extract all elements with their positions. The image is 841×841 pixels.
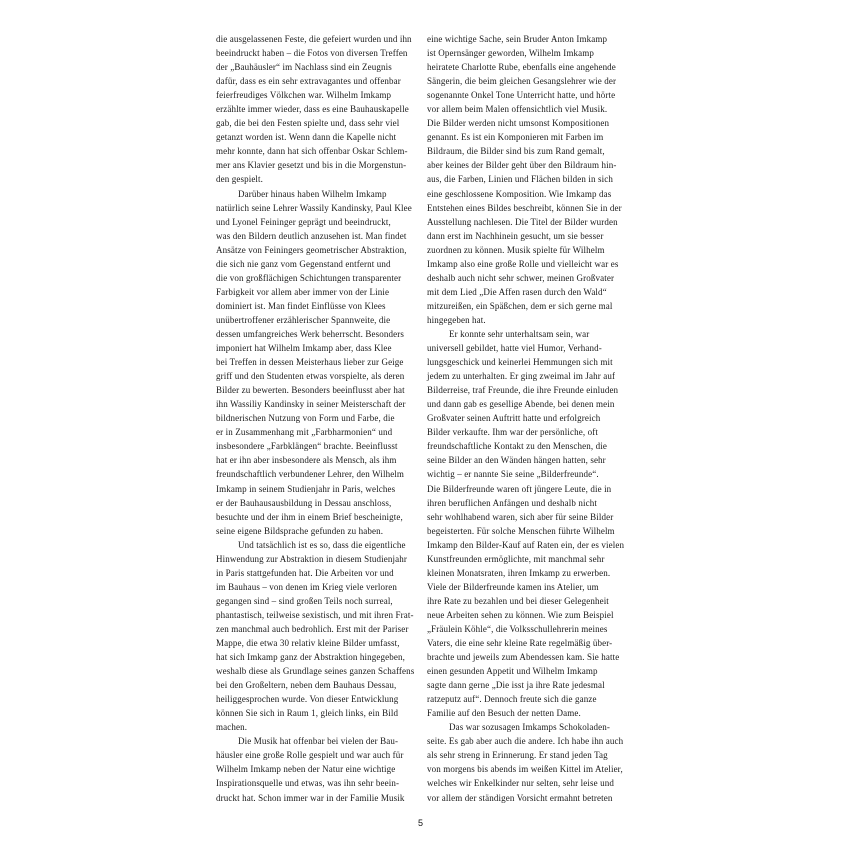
page-number: 5 <box>417 818 423 828</box>
text-line: jedem zu unterhalten. Er ging zweimal im Jahr auf <box>427 371 616 382</box>
text-line: freundschaftlich verbundener Lehrer, den Wilhelm <box>216 469 405 480</box>
text-line: natürlich seine Lehrer Wassily Kandinsky, Paul Klee <box>216 202 412 213</box>
text-line: eine wichtige Sache, sein Bruder Anton Imkamp <box>427 34 608 44</box>
text-line: druckt hat. Schon immer war in der Familie Musik <box>216 792 405 803</box>
text-line: besuchte und der ihm in einem Brief bescheinigte, <box>216 511 403 522</box>
text-column-right <box>427 32 625 805</box>
text-line: Die Bilderfreunde waren oft jüngere Leute, die in <box>427 483 612 494</box>
text-line: hat er ihn aber insbesondere als Mensch, als ihm <box>216 455 397 466</box>
text-line: seite. Es gab aber auch die andere. Ich habe ihn auch <box>427 736 624 747</box>
text-line: heiliggesprochen wurde. Von dieser Entwicklung <box>216 694 399 705</box>
text-column-left <box>216 32 414 805</box>
text-line: Familie auf den Besuch der netten Dame. <box>427 708 581 719</box>
text-line: bei den Großeltern, neben dem Bauhaus Dessau, <box>216 680 397 691</box>
text-line: Wilhelm Imkamp neben der Natur eine wichtige <box>216 764 396 775</box>
text-line: griff und den Studenten etwas vorspielte, als deren <box>216 371 405 382</box>
text-line: mer ans Klavier gesetzt und bis in die Morgenstun- <box>216 160 407 171</box>
text-line: seine eigene Bildsprache gefunden zu haben. <box>216 525 384 536</box>
text-line: Er konnte sehr unterhaltsam sein, war <box>449 328 590 339</box>
text-line: und dann gab es gesellige Abende, bei denen mein <box>427 399 615 410</box>
text-line: Farbigkeit vor allem aber immer von der Linie <box>216 286 390 297</box>
text-line: Bilder verkaufte. Ihm war der persönliche, oft <box>427 427 598 438</box>
text-line: Mappe, die etwa 30 relativ kleine Bilder umfasst, <box>216 638 400 649</box>
text-line: wichtig – er nannte Sie seine „Bilderfreunde“. <box>427 469 599 480</box>
text-line: Und tatsächlich ist es so, dass die eigentliche <box>238 539 406 550</box>
text-line: Die Bilder werden nicht umsonst Kompositionen <box>427 118 610 129</box>
text-line: Bilderreise, traf Freunde, die ihre Freunde einluden <box>427 385 619 396</box>
text-line: mehr konnte, dann hat sich offenbar Oskar Schlem- <box>216 146 408 157</box>
text-line: Hinwendung zur Abstraktion in diesem Studienjahr <box>216 553 407 564</box>
text-line: Ausstellung nachlesen. Die Titel der Bilder wurden <box>427 216 618 227</box>
text-line: Bilder zu bewerten. Besonders beeinflusst aber hat <box>216 385 405 396</box>
text-line: er der Bauhausausbildung in Dessau anschloss, <box>216 497 392 508</box>
text-line: Viele der Bilderfreunde kamen ins Atelier, um <box>427 581 599 592</box>
text-line: lungsgeschick und keinerlei Hemmungen sich mit <box>427 357 613 368</box>
text-line: gab, die bei den Festen spielte und, dass sehr viel <box>216 118 400 129</box>
text-line: beeindruckt haben – die Fotos von diversen Treffen <box>216 48 408 59</box>
text-line: brachte und jeweils zum Abendessen kam. Sie hatte <box>427 652 620 663</box>
text-line: dann erst im Nachhinein gesucht, um sie besser <box>427 230 604 241</box>
text-line: vor allem der ständigen Vorsicht ermahnt betreten <box>427 792 613 803</box>
text-line: bildnerischen Nutzung von Form und Farbe, die <box>216 413 395 424</box>
text-line: im Bauhaus – von denen im Krieg viele verloren <box>216 581 397 592</box>
text-line: phantastisch, teilweise sexistisch, und mit ihren Frat- <box>216 609 414 620</box>
text-line: mit dem Lied „Die Affen rasen durch den Wald“ <box>427 286 607 297</box>
text-line: mitzureißen, ein Späßchen, dem er sich gerne mal <box>427 300 613 311</box>
text-line: ihren beruflichen Anfängen und deshalb nicht <box>427 497 597 508</box>
text-line: „Fräulein Köhle“, die Volksschullehrerin meines <box>427 623 608 634</box>
text-line: vor allem beim Malen offensichtlich viel Musik. <box>427 104 608 115</box>
text-line: Das war sozusagen Imkamps Schokoladen- <box>449 722 611 733</box>
text-line: Bildraum, die Bilder sind bis zum Rand gemalt, <box>427 146 605 157</box>
text-line: aber keines der Bilder geht über den Bildraum hin- <box>427 160 617 171</box>
text-line: insbesondere „Farbklängen“ brachte. Beeinflusst <box>216 441 398 452</box>
text-line: die von großflächigen Schichtungen transparenter <box>216 272 402 283</box>
text-line: weshalb diese als Grundlage seines ganzen Schaffens <box>216 666 415 677</box>
text-line: hingegeben hat. <box>427 314 486 325</box>
text-line: zuordnen zu können. Musik spielte für Wilhelm <box>427 244 605 255</box>
text-line: dafür, dass es ein sehr extravagantes und offenbar <box>216 76 401 87</box>
text-line: kleinen Monatsraten, ihren Imkamp zu erwerben. <box>427 567 611 578</box>
text-line: und Lyonel Feininger geprägt und beeindruckt, <box>216 216 391 227</box>
text-line: häusler eine große Rolle gespielt und war auch für <box>216 750 404 761</box>
text-line: ist Opernsänger geworden, Wilhelm Imkamp <box>427 48 594 59</box>
text-line: Sängerin, die beim gleichen Gesangslehrer wie der <box>427 76 617 87</box>
text-line: Kunstfreunden ermöglichte, mit manchmal sehr <box>427 553 605 564</box>
text-line: feierfreudiges Völkchen war. Wilhelm Imkamp <box>216 90 392 101</box>
text-line: getanzt worden ist. Wenn dann die Kapelle nicht <box>216 132 397 143</box>
text-line: dessen umfangreiches Werk beherrscht. Besonders <box>216 328 404 339</box>
text-line: als sehr streng in Erinnerung. Er stand jeden Tag <box>427 750 608 761</box>
text-line: Entstehen eines Bildes beschreibt, können Sie in der <box>427 202 622 213</box>
text-line: heiratete Charlotte Rube, ebenfalls eine angehende <box>427 62 616 73</box>
text-line: Inspirationsquelle und etwas, was ihn sehr beein- <box>216 778 400 789</box>
text-line: dominiert ist. Man findet Einflüsse von Klees <box>216 300 386 311</box>
text-line: sogenannte Onkel Tone Unterricht hatte, und hörte <box>427 90 616 101</box>
text-line: er in Zusammenhang mit „Farbharmonien“ und <box>216 427 393 438</box>
text-line: welches wir Enkelkinder nur selten, sehr leise und <box>427 778 614 789</box>
text-line: gegangen sind – sind großen Teils noch surreal, <box>216 595 393 606</box>
text-line: sehr wohlhabend waren, sich aber für seine Bilder <box>427 511 614 522</box>
text-line: imponiert hat Wilhelm Imkamp aber, dass Klee <box>216 343 392 354</box>
text-line: aus, die Farben, Linien und Flächen bilden in sich <box>427 174 613 185</box>
text-line: universell gebildet, hatte viel Humor, Verhand- <box>427 343 602 354</box>
text-line: den gespielt. <box>216 174 264 185</box>
text-line: sagte dann gerne „Die isst ja ihre Rate jedesmal <box>427 680 605 691</box>
text-line: hat sich Imkamp ganz der Abstraktion hingegeben, <box>216 652 405 663</box>
text-line: die sich nie ganz vom Gegenstand entfernt und <box>216 258 391 269</box>
text-line: ihre Rate zu bezahlen und bei dieser Gelegenheit <box>427 595 609 606</box>
text-line: Imkamp also eine große Rolle und vielleicht war es <box>427 258 619 269</box>
text-line: Ansätze von Feiningers geometrischer Abstraktion, <box>216 244 407 255</box>
text-line: bei Treffen in dessen Meisterhaus lieber zur Geige <box>216 357 404 368</box>
text-line: erzählte immer wieder, dass es eine Bauhauskapelle <box>216 104 409 115</box>
text-line: freundschaftliche Kontakt zu den Menschen, die <box>427 441 607 452</box>
text-line: seine Bilder an den Wänden hängen hatten, sehr <box>427 455 606 466</box>
text-line: einen gesunden Appetit und Wilhelm Imkamp <box>427 666 598 677</box>
text-line: begeisterten. Für solche Menschen führte Wilhelm <box>427 525 615 536</box>
text-line: von morgens bis abends im weißen Kittel im Atelier, <box>427 764 623 775</box>
text-line: Die Musik hat offenbar bei vielen der Bau- <box>238 736 399 747</box>
text-line: Darüber hinaus haben Wilhelm Imkamp <box>238 188 387 199</box>
text-line: machen. <box>216 722 248 733</box>
text-line: Imkamp in seinem Studienjahr in Paris, welches <box>216 483 396 494</box>
text-line: neue Arbeiten sehen zu können. Wie zum Beispiel <box>427 609 614 620</box>
text-line: Vaters, die eine sehr kleine Rate regelmäßig über- <box>427 638 613 649</box>
text-line: zen manchmal auch bedrohlich. Erst mit der Pariser <box>216 623 409 634</box>
text-line: deshalb auch nicht sehr schwer, meinen Großvater <box>427 272 615 283</box>
text-line: ratzeputz auf“. Dennoch freute sich die ganze <box>427 694 597 705</box>
text-line: in Paris stattgefunden hat. Die Arbeiten vor und <box>216 567 394 578</box>
text-line: können Sie sich in Raum 1, gleich links, ein Bild <box>216 708 399 719</box>
text-line: ihn Wassiliy Kandinsky in seiner Meisterschaft der <box>216 399 406 410</box>
text-line: was den Bildern deutlich anzusehen ist. Man findet <box>216 230 407 241</box>
text-line: Imkamp den Bilder-Kauf auf Raten ein, der es vielen <box>427 539 625 550</box>
text-line: die ausgelassenen Feste, die gefeiert wurden und ihn <box>216 34 412 44</box>
text-line: Großvater seinen Auftritt hatte und erfolgreich <box>427 413 601 424</box>
text-line: genannt. Es ist ein Komponieren mit Farben im <box>427 132 604 143</box>
text-line: unübertroffener erzählerischer Spannweite, die <box>216 314 391 325</box>
text-line: der „Bauhäusler“ im Nachlass sind ein Zeugnis <box>216 62 392 73</box>
text-line: eine geschlossene Komposition. Wie Imkamp das <box>427 188 612 199</box>
